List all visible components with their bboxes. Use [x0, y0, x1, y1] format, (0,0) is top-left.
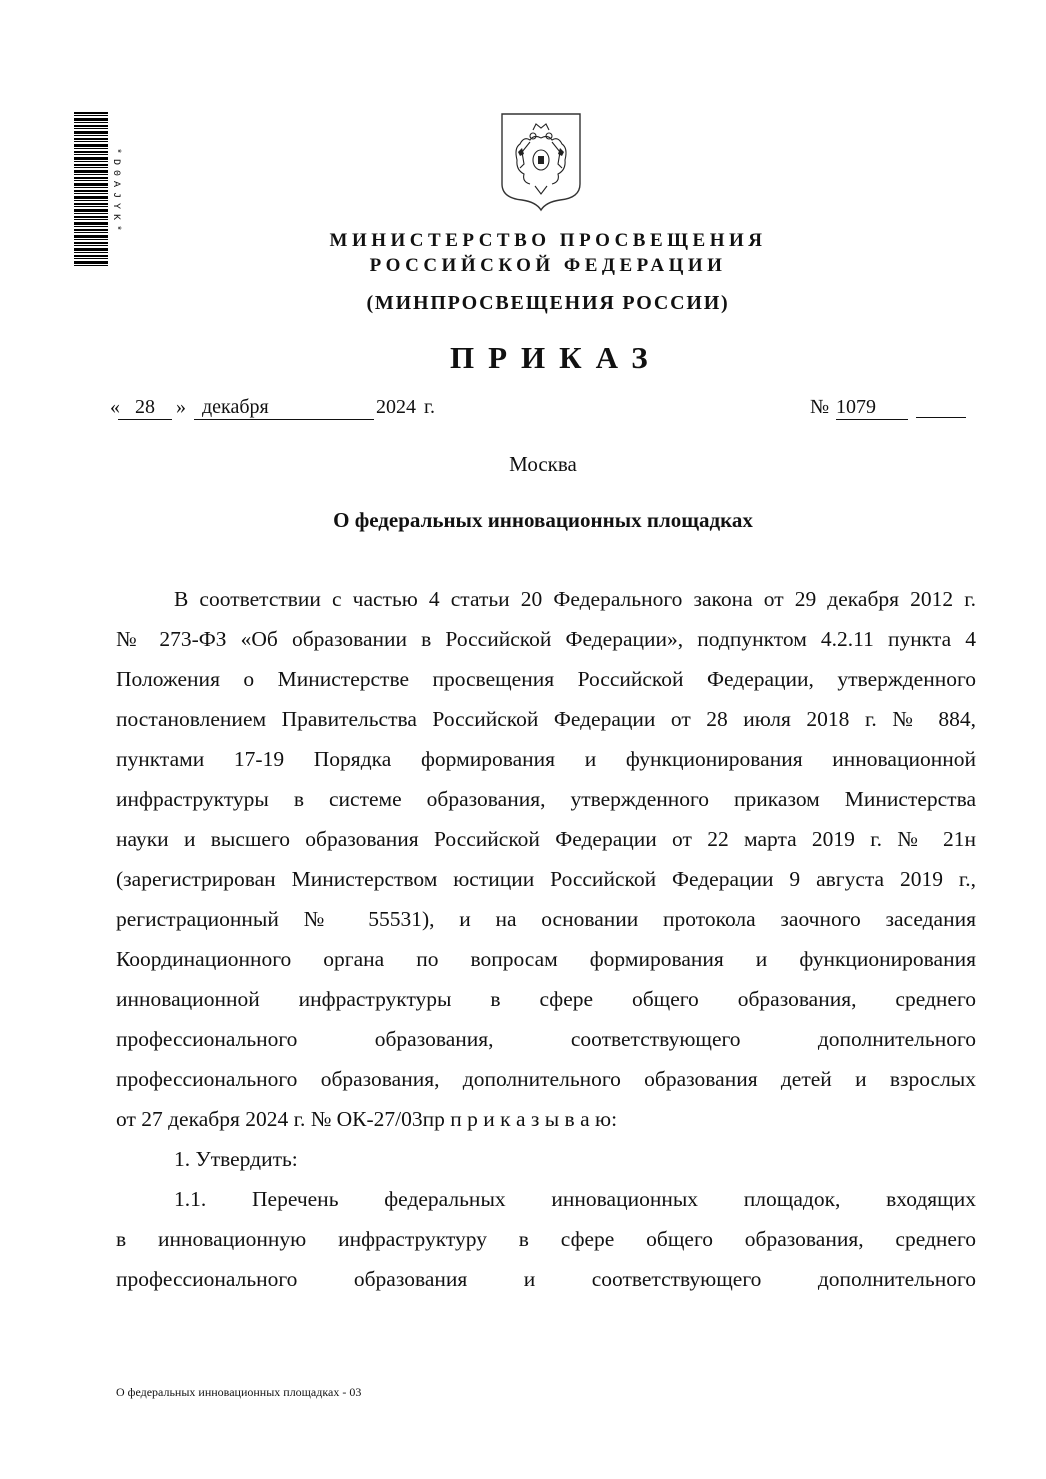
body-line: постановлением Правительства Российской Федерации от 28 июля 2018 г. № 884,: [116, 707, 976, 731]
date-open-quote: «: [110, 396, 120, 418]
body-line: № 273-ФЗ «Об образовании в Российской Федерации», подпунктом 4.2.11 пункта 4: [116, 627, 976, 651]
body-line: Положения о Министерстве просвещения Российской Федерации, утвержденного: [116, 667, 976, 691]
date-close-quote: »: [176, 396, 186, 418]
body-line: 1. Утвердить:: [174, 1147, 298, 1171]
body-line: инновационной инфраструктуры в сфере общего образования, среднего: [116, 987, 976, 1011]
document-type-heading: ПРИКАЗ: [450, 340, 662, 375]
barcode-text: *D0AJYK*: [110, 147, 121, 236]
body-line: (зарегистрирован Министерством юстиции Российской Федерации 9 августа 2019 г.,: [116, 867, 976, 891]
document-title: О федеральных инновационных площадках: [333, 508, 753, 532]
date-day: 28: [118, 396, 172, 420]
footer-doc-name: О федеральных инновационных площадках - 03: [116, 1385, 362, 1399]
ministry-short-name: (МИНПРОСВЕЩЕНИЯ РОССИИ): [366, 292, 730, 314]
body-line: пунктами 17-19 Порядка формирования и функционирования инновационной: [116, 747, 976, 771]
order-number-blank: [916, 396, 966, 418]
state-emblem-icon: [500, 112, 582, 212]
body-line: 1.1. Перечень федеральных инновационных площадок, входящих: [174, 1187, 976, 1211]
date-year-suffix: г.: [424, 396, 435, 418]
date-year: 2024: [376, 396, 416, 418]
document-barcode: [74, 112, 122, 272]
body-line: от 27 декабря 2024 г. № ОК-27/03пр п р и к а з ы в а ю:: [116, 1107, 618, 1131]
body-line: В соответствии с частью 4 статьи 20 Федерального закона от 29 декабря 2012 г.: [174, 587, 976, 611]
body-line: профессионального образования, соответствующего дополнительного: [116, 1027, 976, 1051]
date-number-line: [110, 396, 970, 426]
body-line: в инновационную инфраструктуру в сфере общего образования, среднего: [116, 1227, 976, 1251]
body-line: профессионального образования, дополнительного образования детей и взрослых: [116, 1067, 976, 1091]
body-line: науки и высшего образования Российской Федерации от 22 марта 2019 г. № 21н: [116, 827, 976, 851]
number-sign: №: [810, 396, 830, 418]
city: Москва: [509, 452, 577, 476]
barcode-bars: [74, 112, 108, 268]
ministry-name-line1: МИНИСТЕРСТВО ПРОСВЕЩЕНИЯ: [329, 230, 767, 251]
order-number: 1079: [836, 396, 908, 420]
ministry-name-line2: РОССИЙСКОЙ ФЕДЕРАЦИИ: [369, 255, 727, 276]
body-line: Координационного органа по вопросам формирования и функционирования: [116, 947, 976, 971]
body-line: профессионального образования и соответствующего дополнительного: [116, 1267, 976, 1291]
date-month: декабря: [194, 396, 374, 420]
body-line: инфраструктуры в системе образования, утвержденного приказом Министерства: [116, 787, 976, 811]
body-line: регистрационный № 55531), и на основании протокола заочного заседания: [116, 907, 976, 931]
